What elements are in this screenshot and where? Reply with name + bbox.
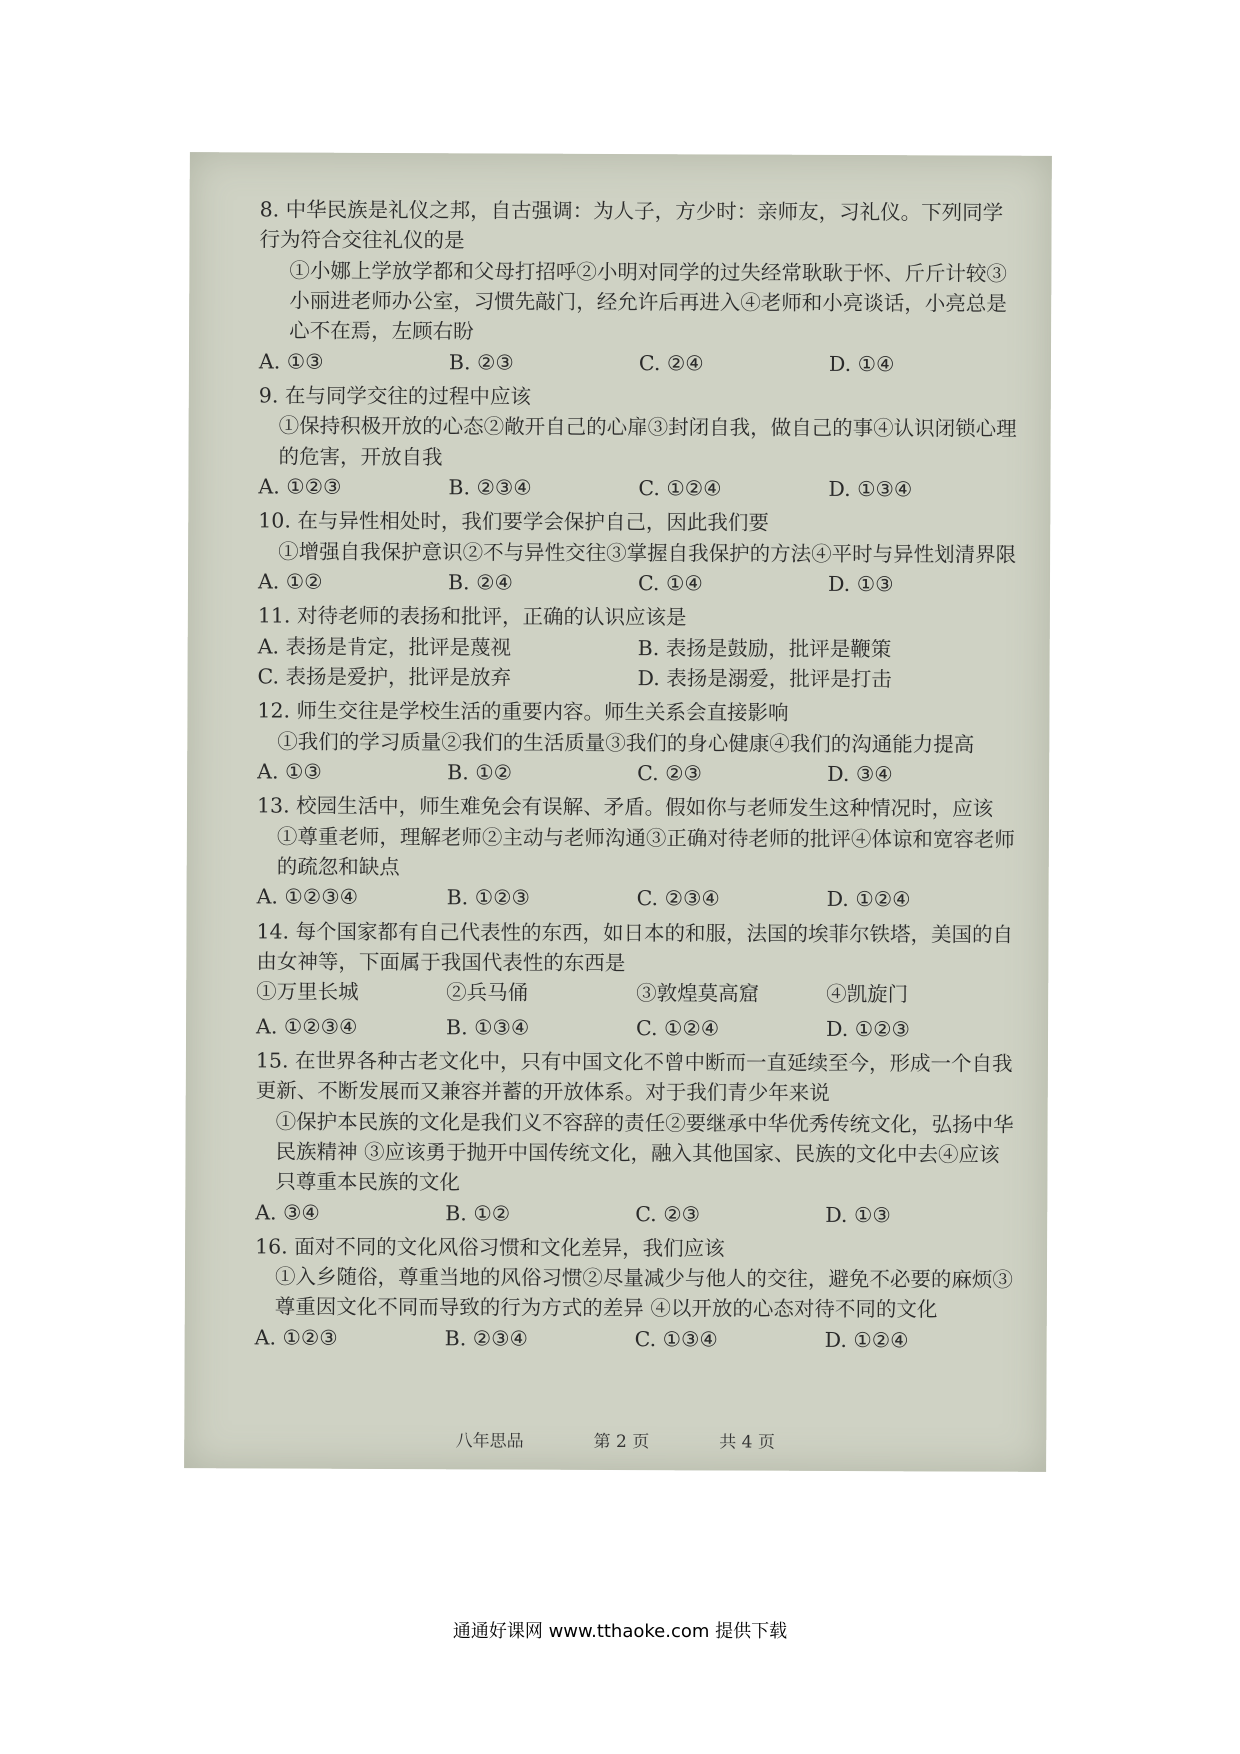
item-1: ①万里长城 [256,979,359,1005]
option-d: D. ①③ [825,1202,891,1227]
option-d: D. ①②④ [824,1327,909,1353]
option-b: B. ①② [445,1200,511,1226]
question-stem: 8. 中华民族是礼仪之邦，自古强调：为人子，方少时：亲师友，习礼仪。下列同学行为符合交往礼仪的是 [259,197,1004,253]
question-stem: 14. 每个国家都有自己代表性的东西，如日本的和服，法国的埃菲尔铁塔，美国的自由女神等，下面属于我国代表性的东西是 [256,918,1014,975]
option-d: D. ①③ [827,571,894,597]
option-b: B. ①② [447,760,513,785]
question-13 [257,791,1018,916]
option-a: A. ①②③ [254,1325,338,1350]
question-10 [258,506,1018,600]
option-a: A. ①②③④ [256,1013,358,1039]
answer-options [256,1011,1016,1045]
question-stem: 16. 面对不同的文化风俗习惯和文化差异，我们应该 [255,1234,725,1261]
question-14 [256,916,1017,1045]
question-statements: ①我们的学习质量②我们的生活质量③我们的身心健康④我们的沟通能力提高 [277,729,975,757]
item-2: ②兵马俑 [446,980,529,1005]
question-statements: ①尊重老师，理解老师②主动与老师沟通③正确对待老师的批评④体谅和宽容老师的疏忽和缺点 [276,824,1015,879]
download-credit: 通通好课网 www.tthaoke.com 提供下载 [452,1621,788,1642]
answer-options [257,882,1017,916]
question-12 [257,696,1017,790]
question-statements: ①增强自我保护意识②不与异性交往③掌握自我保护的方法④平时与异性划清界限 [278,539,1017,567]
option-d: D. ①④ [828,351,895,376]
option-d: D. ①③④ [828,476,913,502]
question-stem: 15. 在世界各种古老文化中，只有中国文化不曾中断而一直延续至今，形成一个自我更新、不断发展而又兼容并蓄的开放体系。对于我们青少年来说 [255,1048,1013,1106]
option-c: C. ①③④ [634,1326,718,1352]
question-16 [255,1231,1016,1356]
option-d: D. ①②③ [826,1016,910,1041]
answer-options [258,631,1018,695]
option-b: B. ②④ [447,570,513,595]
option-c: C. ①②④ [636,1015,720,1040]
option-c: C. ①④ [637,571,703,596]
option-b: B. ①③④ [446,1014,530,1040]
question-statements: ①小娜上学放学都和父母打招呼②小明对同学的过失经常耿耿于怀、斤斤计较③小丽进老师办公室，习惯先敲门，经允许后再进入④老师和小亮谈话，小亮总是心不在焉，左顾右盼 [289,258,1007,344]
option-c: C. ②③④ [636,886,720,911]
question-items [256,977,1016,1011]
option-c: C. ①②④ [638,476,722,501]
option-a: A. ①②③④ [256,884,359,910]
question-11 [258,601,1018,695]
option-b: B. ②③④ [448,475,532,500]
option-c: C. ②③ [635,1201,701,1226]
answer-options [259,346,1019,380]
scanned-exam-page [184,152,1052,1472]
question-statements: ①入乡随俗，尊重当地的风俗习惯②尽量减少与他人的交往，避免不必要的麻烦③尊重因文化不同而导致的行为方式的差异 ④以开放的心态对待不同的文化 [274,1264,1014,1322]
question-9 [258,380,1019,505]
question-statements: ①保持积极开放的心态②敞开自己的心扉③封闭自我，做自己的事④认识闭锁心理的危害，开放自我 [278,413,1017,469]
option-c: C. ②④ [638,350,704,376]
option-a: A. ①②③ [258,474,342,499]
answer-options [255,1197,1015,1231]
question-statements: ①保护本民族的文化是我们义不容辞的责任②要继承中华优秀传统文化，弘扬中华民族精神 ③应该勇于抛开中国传统文化，融入其他国家、民族的文化中去④应该只尊重本民族的文化 [275,1109,1014,1195]
option-d: D. ①②④ [826,887,911,912]
option-d: D. ③④ [827,761,893,787]
option-a: A. ①③ [258,349,324,374]
item-4: ④凯旋门 [826,982,909,1007]
item-3: ③敦煌莫高窟 [636,981,760,1006]
footer-page-number: 第 2 页 [593,1431,650,1453]
answer-options [255,1322,1015,1356]
option-b: B. ②③④ [444,1326,528,1351]
option-b: B. 表扬是鼓励，批评是鞭策 [637,635,892,661]
answer-options [258,471,1018,505]
question-stem: 11. 对待老师的表扬和批评，正确的认识应该是 [257,603,687,630]
answer-options [258,566,1018,600]
question-list [255,194,1020,1359]
option-a: A. ①③ [257,759,322,784]
footer-total-pages: 共 4 页 [719,1432,775,1453]
option-c: C. ②③ [637,760,702,786]
page-footer [184,1425,1046,1454]
question-stem: 9. 在与同学交往的过程中应该 [258,383,531,409]
answer-options [257,756,1017,790]
question-stem: 12. 师生交往是学校生活的重要内容。师生关系会直接影响 [257,698,789,725]
option-c: C. 表扬是爱护，批评是放弃 [257,664,512,690]
option-d: D. 表扬是溺爱，批评是打击 [637,666,892,692]
question-stem: 10. 在与异性相处时，我们要学会保护自己，因此我们要 [258,508,769,535]
option-a: A. ①② [257,569,323,594]
option-b: B. ①②③ [446,885,530,910]
option-b: B. ②③ [448,349,514,375]
question-8 [259,194,1020,379]
question-stem: 13. 校园生活中，师生难免会有误解、矛盾。假如你与老师发生这种情况时，应该 [256,793,994,821]
footer-subject: 八年思品 [455,1431,524,1452]
option-a: A. ③④ [255,1199,320,1225]
option-a: A. 表扬是肯定，批评是蔑视 [257,634,512,660]
question-15 [255,1045,1016,1230]
